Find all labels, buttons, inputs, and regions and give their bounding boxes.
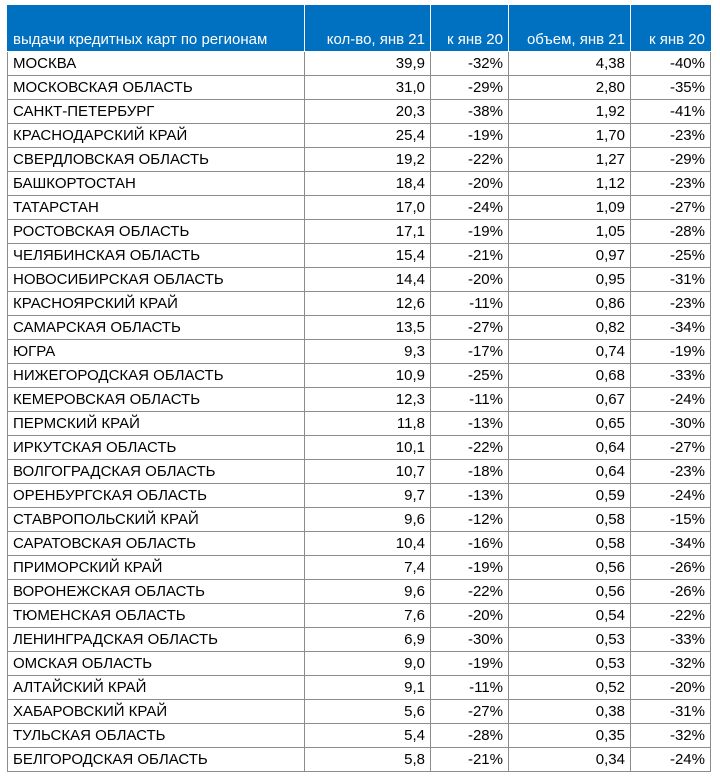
table-row bbox=[8, 628, 711, 652]
cell-volume-change: -20% bbox=[631, 676, 711, 700]
table-row bbox=[8, 676, 711, 700]
cell-volume-change: -23% bbox=[631, 172, 711, 196]
cell-region: ТАТАРСТАН bbox=[8, 196, 305, 220]
cell-region: ОМСКАЯ ОБЛАСТЬ bbox=[8, 652, 305, 676]
cell-count: 31,0 bbox=[305, 76, 431, 100]
cell-count: 9,3 bbox=[305, 340, 431, 364]
cell-count-change: -20% bbox=[431, 604, 509, 628]
cell-volume: 0,58 bbox=[509, 532, 631, 556]
cell-region: ЧЕЛЯБИНСКАЯ ОБЛАСТЬ bbox=[8, 244, 305, 268]
cell-count-change: -22% bbox=[431, 580, 509, 604]
cell-volume: 0,97 bbox=[509, 244, 631, 268]
cell-count: 9,0 bbox=[305, 652, 431, 676]
cell-count: 13,5 bbox=[305, 316, 431, 340]
table-row bbox=[8, 748, 711, 772]
table-row bbox=[8, 532, 711, 556]
table-row bbox=[8, 460, 711, 484]
cell-count: 12,3 bbox=[305, 388, 431, 412]
cell-count-change: -16% bbox=[431, 532, 509, 556]
cell-count-change: -32% bbox=[431, 52, 509, 76]
cell-volume: 0,56 bbox=[509, 556, 631, 580]
cell-region: САНКТ-ПЕТЕРБУРГ bbox=[8, 100, 305, 124]
cell-region: ВОРОНЕЖСКАЯ ОБЛАСТЬ bbox=[8, 580, 305, 604]
cell-count: 7,6 bbox=[305, 604, 431, 628]
cell-volume-change: -25% bbox=[631, 244, 711, 268]
cell-volume-change: -32% bbox=[631, 652, 711, 676]
header-count-change: к янв 20 bbox=[431, 5, 509, 52]
cell-volume: 0,38 bbox=[509, 700, 631, 724]
cell-volume-change: -31% bbox=[631, 700, 711, 724]
cell-volume: 1,70 bbox=[509, 124, 631, 148]
table-row bbox=[8, 268, 711, 292]
table-row bbox=[8, 340, 711, 364]
cell-volume: 0,95 bbox=[509, 268, 631, 292]
cell-volume-change: -34% bbox=[631, 532, 711, 556]
cell-count-change: -19% bbox=[431, 124, 509, 148]
cell-region: ПРИМОРСКИЙ КРАЙ bbox=[8, 556, 305, 580]
table-row bbox=[8, 412, 711, 436]
table-row bbox=[8, 556, 711, 580]
cell-count: 10,7 bbox=[305, 460, 431, 484]
cell-volume-change: -22% bbox=[631, 604, 711, 628]
cell-volume: 2,80 bbox=[509, 76, 631, 100]
cell-count: 5,8 bbox=[305, 748, 431, 772]
cell-count: 7,4 bbox=[305, 556, 431, 580]
table-row bbox=[8, 76, 711, 100]
cell-volume: 1,92 bbox=[509, 100, 631, 124]
table-row bbox=[8, 124, 711, 148]
cell-volume-change: -35% bbox=[631, 76, 711, 100]
cell-volume-change: -26% bbox=[631, 556, 711, 580]
cell-volume-change: -26% bbox=[631, 580, 711, 604]
cell-volume: 0,34 bbox=[509, 748, 631, 772]
cell-count: 12,6 bbox=[305, 292, 431, 316]
cell-count-change: -22% bbox=[431, 148, 509, 172]
cell-count: 10,9 bbox=[305, 364, 431, 388]
cell-region: МОСКОВСКАЯ ОБЛАСТЬ bbox=[8, 76, 305, 100]
cell-region: ХАБАРОВСКИЙ КРАЙ bbox=[8, 700, 305, 724]
cell-region: НИЖЕГОРОДСКАЯ ОБЛАСТЬ bbox=[8, 364, 305, 388]
table-row bbox=[8, 652, 711, 676]
cell-volume: 0,64 bbox=[509, 436, 631, 460]
cell-volume: 0,56 bbox=[509, 580, 631, 604]
cell-count: 5,4 bbox=[305, 724, 431, 748]
cell-volume: 0,67 bbox=[509, 388, 631, 412]
cell-volume: 4,38 bbox=[509, 52, 631, 76]
cell-volume-change: -27% bbox=[631, 436, 711, 460]
table-header bbox=[8, 5, 711, 52]
cell-volume-change: -23% bbox=[631, 292, 711, 316]
cell-count-change: -13% bbox=[431, 412, 509, 436]
cell-count-change: -30% bbox=[431, 628, 509, 652]
table-row bbox=[8, 580, 711, 604]
cell-volume-change: -23% bbox=[631, 124, 711, 148]
table-row bbox=[8, 196, 711, 220]
cell-volume-change: -32% bbox=[631, 724, 711, 748]
cell-count: 6,9 bbox=[305, 628, 431, 652]
cell-count: 10,4 bbox=[305, 532, 431, 556]
cell-region: БЕЛГОРОДСКАЯ ОБЛАСТЬ bbox=[8, 748, 305, 772]
cell-region: ТЮМЕНСКАЯ ОБЛАСТЬ bbox=[8, 604, 305, 628]
table-row bbox=[8, 220, 711, 244]
table-row bbox=[8, 604, 711, 628]
cell-region: КРАСНОЯРСКИЙ КРАЙ bbox=[8, 292, 305, 316]
table-body bbox=[8, 52, 711, 772]
cell-volume: 1,27 bbox=[509, 148, 631, 172]
cell-volume: 0,68 bbox=[509, 364, 631, 388]
cell-count-change: -11% bbox=[431, 676, 509, 700]
cell-count: 17,0 bbox=[305, 196, 431, 220]
cell-count-change: -11% bbox=[431, 292, 509, 316]
cell-region: ЛЕНИНГРАДСКАЯ ОБЛАСТЬ bbox=[8, 628, 305, 652]
cell-count: 9,1 bbox=[305, 676, 431, 700]
cell-count: 19,2 bbox=[305, 148, 431, 172]
cell-volume-change: -23% bbox=[631, 460, 711, 484]
cell-count: 17,1 bbox=[305, 220, 431, 244]
cell-volume-change: -24% bbox=[631, 484, 711, 508]
cell-volume: 0,82 bbox=[509, 316, 631, 340]
cell-count-change: -19% bbox=[431, 556, 509, 580]
cell-volume: 0,58 bbox=[509, 508, 631, 532]
cell-volume-change: -24% bbox=[631, 748, 711, 772]
cell-count: 9,6 bbox=[305, 580, 431, 604]
table-row bbox=[8, 436, 711, 460]
cell-region: ТУЛЬСКАЯ ОБЛАСТЬ bbox=[8, 724, 305, 748]
cell-count-change: -38% bbox=[431, 100, 509, 124]
cell-count: 20,3 bbox=[305, 100, 431, 124]
table-row bbox=[8, 244, 711, 268]
table-row bbox=[8, 52, 711, 76]
cell-region: РОСТОВСКАЯ ОБЛАСТЬ bbox=[8, 220, 305, 244]
cell-region: ИРКУТСКАЯ ОБЛАСТЬ bbox=[8, 436, 305, 460]
cell-count: 15,4 bbox=[305, 244, 431, 268]
cell-count: 18,4 bbox=[305, 172, 431, 196]
cell-count-change: -20% bbox=[431, 172, 509, 196]
table-row bbox=[8, 724, 711, 748]
cell-volume-change: -31% bbox=[631, 268, 711, 292]
cell-volume-change: -28% bbox=[631, 220, 711, 244]
table-row bbox=[8, 292, 711, 316]
cell-volume-change: -15% bbox=[631, 508, 711, 532]
cell-region: САМАРСКАЯ ОБЛАСТЬ bbox=[8, 316, 305, 340]
table-row bbox=[8, 484, 711, 508]
cell-volume-change: -19% bbox=[631, 340, 711, 364]
cell-count-change: -24% bbox=[431, 196, 509, 220]
cell-count-change: -21% bbox=[431, 748, 509, 772]
cell-count-change: -25% bbox=[431, 364, 509, 388]
cell-volume-change: -41% bbox=[631, 100, 711, 124]
header-count-jan21: кол-во, янв 21 bbox=[305, 5, 431, 52]
cell-count: 39,9 bbox=[305, 52, 431, 76]
header-volume-change: к янв 20 bbox=[631, 5, 711, 52]
cell-volume-change: -27% bbox=[631, 196, 711, 220]
cell-count: 10,1 bbox=[305, 436, 431, 460]
cell-volume: 0,86 bbox=[509, 292, 631, 316]
cell-count-change: -28% bbox=[431, 724, 509, 748]
cell-region: САРАТОВСКАЯ ОБЛАСТЬ bbox=[8, 532, 305, 556]
cell-region: ЮГРА bbox=[8, 340, 305, 364]
regions-credit-card-table bbox=[7, 5, 711, 772]
cell-region: КЕМЕРОВСКАЯ ОБЛАСТЬ bbox=[8, 388, 305, 412]
cell-count-change: -19% bbox=[431, 652, 509, 676]
cell-volume-change: -34% bbox=[631, 316, 711, 340]
cell-region: СВЕРДЛОВСКАЯ ОБЛАСТЬ bbox=[8, 148, 305, 172]
cell-volume: 0,64 bbox=[509, 460, 631, 484]
cell-count-change: -13% bbox=[431, 484, 509, 508]
header-row bbox=[8, 5, 711, 52]
cell-volume: 1,12 bbox=[509, 172, 631, 196]
cell-volume: 0,65 bbox=[509, 412, 631, 436]
cell-count-change: -17% bbox=[431, 340, 509, 364]
table-row bbox=[8, 364, 711, 388]
cell-volume: 0,74 bbox=[509, 340, 631, 364]
cell-count-change: -29% bbox=[431, 76, 509, 100]
cell-volume-change: -40% bbox=[631, 52, 711, 76]
table-row bbox=[8, 172, 711, 196]
cell-volume: 0,52 bbox=[509, 676, 631, 700]
cell-volume: 0,53 bbox=[509, 652, 631, 676]
cell-count-change: -18% bbox=[431, 460, 509, 484]
cell-volume: 0,35 bbox=[509, 724, 631, 748]
cell-region: СТАВРОПОЛЬСКИЙ КРАЙ bbox=[8, 508, 305, 532]
cell-volume-change: -30% bbox=[631, 412, 711, 436]
cell-count-change: -22% bbox=[431, 436, 509, 460]
cell-count-change: -11% bbox=[431, 388, 509, 412]
cell-volume-change: -33% bbox=[631, 628, 711, 652]
cell-count-change: -12% bbox=[431, 508, 509, 532]
table-row bbox=[8, 316, 711, 340]
table-row bbox=[8, 508, 711, 532]
table-row bbox=[8, 148, 711, 172]
cell-volume: 0,53 bbox=[509, 628, 631, 652]
cell-volume-change: -29% bbox=[631, 148, 711, 172]
cell-count: 14,4 bbox=[305, 268, 431, 292]
cell-region: АЛТАЙСКИЙ КРАЙ bbox=[8, 676, 305, 700]
header-region: выдачи кредитных карт по регионам bbox=[8, 5, 305, 52]
cell-count-change: -21% bbox=[431, 244, 509, 268]
cell-count: 9,7 bbox=[305, 484, 431, 508]
cell-region: ОРЕНБУРГСКАЯ ОБЛАСТЬ bbox=[8, 484, 305, 508]
table-row bbox=[8, 700, 711, 724]
cell-volume: 0,59 bbox=[509, 484, 631, 508]
cell-volume-change: -24% bbox=[631, 388, 711, 412]
cell-region: НОВОСИБИРСКАЯ ОБЛАСТЬ bbox=[8, 268, 305, 292]
cell-volume: 1,09 bbox=[509, 196, 631, 220]
cell-count: 5,6 bbox=[305, 700, 431, 724]
cell-count: 25,4 bbox=[305, 124, 431, 148]
cell-count: 11,8 bbox=[305, 412, 431, 436]
cell-count: 9,6 bbox=[305, 508, 431, 532]
cell-count-change: -27% bbox=[431, 316, 509, 340]
cell-region: ВОЛГОГРАДСКАЯ ОБЛАСТЬ bbox=[8, 460, 305, 484]
header-volume-jan21: объем, янв 21 bbox=[509, 5, 631, 52]
cell-count-change: -20% bbox=[431, 268, 509, 292]
table-row bbox=[8, 100, 711, 124]
cell-volume: 1,05 bbox=[509, 220, 631, 244]
cell-count-change: -19% bbox=[431, 220, 509, 244]
cell-volume: 0,54 bbox=[509, 604, 631, 628]
cell-volume-change: -33% bbox=[631, 364, 711, 388]
table-row bbox=[8, 388, 711, 412]
cell-region: МОСКВА bbox=[8, 52, 305, 76]
cell-region: ПЕРМСКИЙ КРАЙ bbox=[8, 412, 305, 436]
cell-region: БАШКОРТОСТАН bbox=[8, 172, 305, 196]
cell-count-change: -27% bbox=[431, 700, 509, 724]
cell-region: КРАСНОДАРСКИЙ КРАЙ bbox=[8, 124, 305, 148]
